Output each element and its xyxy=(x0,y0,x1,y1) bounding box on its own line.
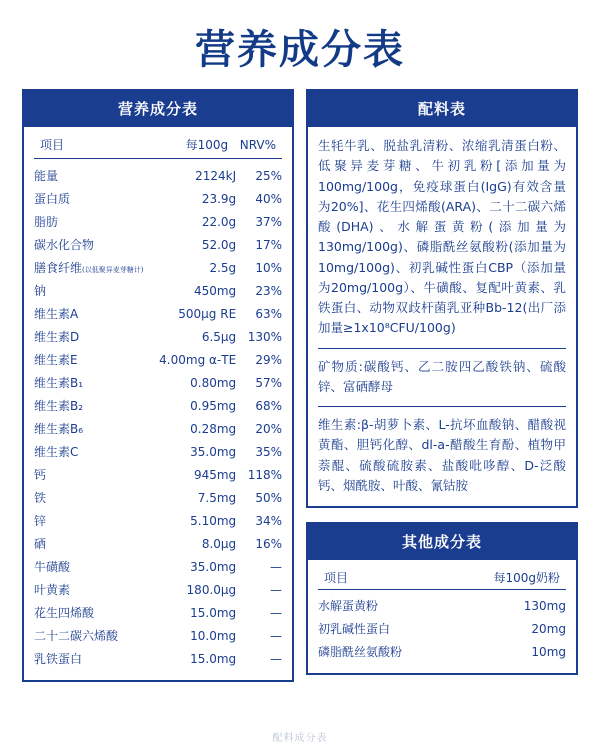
nutrition-item-amount: 22.0g xyxy=(201,214,237,229)
other-col-amount: 每100g奶粉 xyxy=(493,571,560,585)
other-item-amount: 20mg xyxy=(531,621,566,636)
nutrition-item-amount: 15.0mg xyxy=(190,651,237,666)
nutrition-item-name: 膳食纤维(以低聚异麦芽糖计) xyxy=(34,261,144,275)
nutrition-item-nrv: 29% xyxy=(255,352,282,367)
table-row xyxy=(34,187,282,210)
nutrition-item-amount: 0.80mg xyxy=(190,375,237,390)
nutrition-item-nrv: 40% xyxy=(255,191,282,206)
nutrition-item-amount: 35.0mg xyxy=(190,444,237,459)
nutrition-item-nrv: — xyxy=(270,582,282,597)
nutrition-item-nrv: 130% xyxy=(247,329,282,344)
right-column xyxy=(306,89,578,675)
table-row xyxy=(318,617,566,640)
nutrition-item-amount: 2124kJ xyxy=(195,168,237,183)
nutrition-item-amount: 10.0mg xyxy=(190,628,237,643)
nutrition-item-nrv: 16% xyxy=(255,536,282,551)
nutrition-item-name: 维生素E xyxy=(34,353,78,367)
other-components-body xyxy=(308,560,576,673)
nutrition-item-nrv: 57% xyxy=(255,375,282,390)
nutrition-col-item: 项目 xyxy=(40,138,65,152)
table-row xyxy=(34,532,282,555)
nutrition-item-name: 维生素A xyxy=(34,307,79,321)
nutrition-item-amount: 0.28mg xyxy=(190,421,237,436)
nutrition-item-amount: 8.0μg xyxy=(201,536,237,551)
table-row xyxy=(34,210,282,233)
other-item-name: 水解蛋黄粉 xyxy=(318,599,379,613)
nutrition-item-amount: 500μg RE xyxy=(178,306,237,321)
content-columns xyxy=(0,89,600,682)
nutrition-item-name: 牛磺酸 xyxy=(34,560,71,574)
table-row xyxy=(34,325,282,348)
nutrition-item-name: 钠 xyxy=(34,284,47,298)
nutrition-item-name: 二十二碳六烯酸 xyxy=(34,629,119,643)
table-row xyxy=(34,647,282,670)
nutrition-item-name: 能量 xyxy=(34,169,59,183)
table-row xyxy=(34,302,282,325)
other-table-head xyxy=(318,566,566,590)
nutrition-item-nrv: 37% xyxy=(255,214,282,229)
nutrition-item-amount: 2.5g xyxy=(209,260,237,275)
other-components-header: 其他成分表 xyxy=(308,524,576,560)
table-row xyxy=(318,640,566,663)
nutrition-item-amount: 7.5mg xyxy=(197,490,237,505)
nutrition-item-amount: 180.0μg xyxy=(186,582,237,597)
other-item-name: 初乳碱性蛋白 xyxy=(318,622,391,636)
nutrition-item-amount: 52.0g xyxy=(201,237,237,252)
other-item-amount: 10mg xyxy=(531,644,566,659)
ingredients-divider xyxy=(318,406,566,407)
nutrition-facts-table xyxy=(34,133,282,670)
nutrition-item-amount: 6.5μg xyxy=(201,329,237,344)
nutrition-item-nrv: 23% xyxy=(255,283,282,298)
ingredients-divider xyxy=(318,348,566,349)
nutrition-item-nrv: — xyxy=(270,559,282,574)
nutrition-facts-card xyxy=(22,89,294,682)
ingredients-paragraph: 生牦牛乳、脱盐乳清粉、浓缩乳清蛋白粉、低聚异麦芽糖、牛初乳粉[添加量为100mg/100g，免疫球蛋白(IgG)有效含量为20%]、花生四烯酸(ARA)、二十二碳六烯酸(DHA)、水解蛋黄粉(添加量为130mg/100g)、磷脂酰丝氨酸粉(添加量为10mg/100g)、初乳碱性蛋白CBP（添加量为20mg/100g）、牛磺酸、复配叶黄素、乳铁蛋白、动物双歧杆菌乳亚种Bb-12(出厂添加量≥1x10⁸CFU/100g) xyxy=(318,138,566,336)
nutrition-item-name: 锌 xyxy=(34,514,47,528)
table-row xyxy=(34,624,282,647)
table-row xyxy=(34,233,282,256)
nutrition-item-amount: 23.9g xyxy=(201,191,237,206)
nutrition-header-row xyxy=(34,133,282,159)
ingredients-header: 配料表 xyxy=(308,91,576,127)
other-components-table xyxy=(318,566,566,663)
nutrition-item-name: 叶黄素 xyxy=(34,583,71,597)
table-row xyxy=(34,578,282,601)
table-row xyxy=(34,463,282,486)
nutrition-item-name: 维生素D xyxy=(34,330,80,344)
nutrition-item-nrv: 118% xyxy=(247,467,282,482)
table-row xyxy=(318,590,566,618)
nutrition-item-amount: 945mg xyxy=(193,467,237,482)
nutrition-item-name: 花生四烯酸 xyxy=(34,606,95,620)
other-item-name: 磷脂酰丝氨酸粉 xyxy=(318,645,403,659)
nutrition-item-name: 钙 xyxy=(34,468,47,482)
nutrition-item-name: 乳铁蛋白 xyxy=(34,652,83,666)
table-row xyxy=(34,371,282,394)
nutrition-item-amount: 4.00mg α-TE xyxy=(159,352,237,367)
footer-mark: 配料成分表 xyxy=(272,733,328,744)
other-header-row xyxy=(318,566,566,590)
table-row xyxy=(34,509,282,532)
other-col-item: 项目 xyxy=(324,571,349,585)
nutrition-item-amount: 0.95mg xyxy=(190,398,237,413)
nutrition-item-nrv: 10% xyxy=(255,260,282,275)
table-row xyxy=(34,279,282,302)
table-row xyxy=(34,394,282,417)
nutrition-item-nrv: 34% xyxy=(255,513,282,528)
nutrition-col-amount: 每100g xyxy=(185,138,229,152)
ingredients-paragraph: 维生素:β-胡萝卜素、L-抗坏血酸钠、醋酸视黄酯、胆钙化醇、dl-a-醋酸生育酚、植物甲萘醌、硫酸硫胺素、盐酸吡哆醇、D-泛酸钙、烟酰胺、叶酸、氰钴胺 xyxy=(318,417,566,493)
nutrition-item-name: 碳水化合物 xyxy=(34,238,95,252)
left-column xyxy=(22,89,294,682)
nutrition-facts-header: 营养成分表 xyxy=(24,91,292,127)
table-row xyxy=(34,601,282,624)
nutrition-table-body xyxy=(34,159,282,671)
nutrition-item-nrv: 68% xyxy=(255,398,282,413)
nutrition-item-name: 脂肪 xyxy=(34,215,59,229)
nutrition-item-name: 蛋白质 xyxy=(34,192,71,206)
table-row xyxy=(34,256,282,279)
nutrition-item-note: (以低聚异麦芽糖计) xyxy=(82,266,144,274)
nutrition-item-nrv: 50% xyxy=(255,490,282,505)
nutrition-item-name: 维生素C xyxy=(34,445,79,459)
table-row xyxy=(34,159,282,188)
nutrition-facts-body xyxy=(24,127,292,680)
other-components-card xyxy=(306,522,578,675)
nutrition-item-name: 维生素B₁ xyxy=(34,376,84,390)
nutrition-item-amount: 35.0mg xyxy=(190,559,237,574)
other-table-body xyxy=(318,590,566,664)
ingredients-body xyxy=(308,127,576,506)
other-item-amount: 130mg xyxy=(523,598,566,613)
nutrition-item-amount: 5.10mg xyxy=(190,513,237,528)
ingredients-paragraph: 矿物质:碳酸钙、乙二胺四乙酸铁钠、硫酸锌、富硒酵母 xyxy=(318,358,566,394)
nutrition-item-nrv: — xyxy=(270,628,282,643)
nutrition-item-name: 维生素B₂ xyxy=(34,399,84,413)
nutrition-item-nrv: 25% xyxy=(255,168,282,183)
nutrition-item-nrv: 17% xyxy=(255,237,282,252)
table-row xyxy=(34,348,282,371)
page-title: 营养成分表 xyxy=(195,27,405,73)
nutrition-item-name: 硒 xyxy=(34,537,47,551)
table-row xyxy=(34,555,282,578)
nutrition-item-nrv: — xyxy=(270,605,282,620)
table-row xyxy=(34,440,282,463)
nutrition-item-name: 铁 xyxy=(34,491,47,505)
nutrition-item-nrv: 20% xyxy=(255,421,282,436)
nutrition-item-nrv: 35% xyxy=(255,444,282,459)
nutrition-item-amount: 15.0mg xyxy=(190,605,237,620)
nutrition-table-head xyxy=(34,133,282,159)
table-row xyxy=(34,417,282,440)
ingredients-card xyxy=(306,89,578,508)
table-row xyxy=(34,486,282,509)
nutrition-item-name: 维生素B₆ xyxy=(34,422,84,436)
nutrition-item-nrv: — xyxy=(270,651,282,666)
nutrition-item-nrv: 63% xyxy=(255,306,282,321)
nutrition-col-nrv: NRV% xyxy=(239,137,276,152)
nutrition-item-amount: 450mg xyxy=(193,283,237,298)
